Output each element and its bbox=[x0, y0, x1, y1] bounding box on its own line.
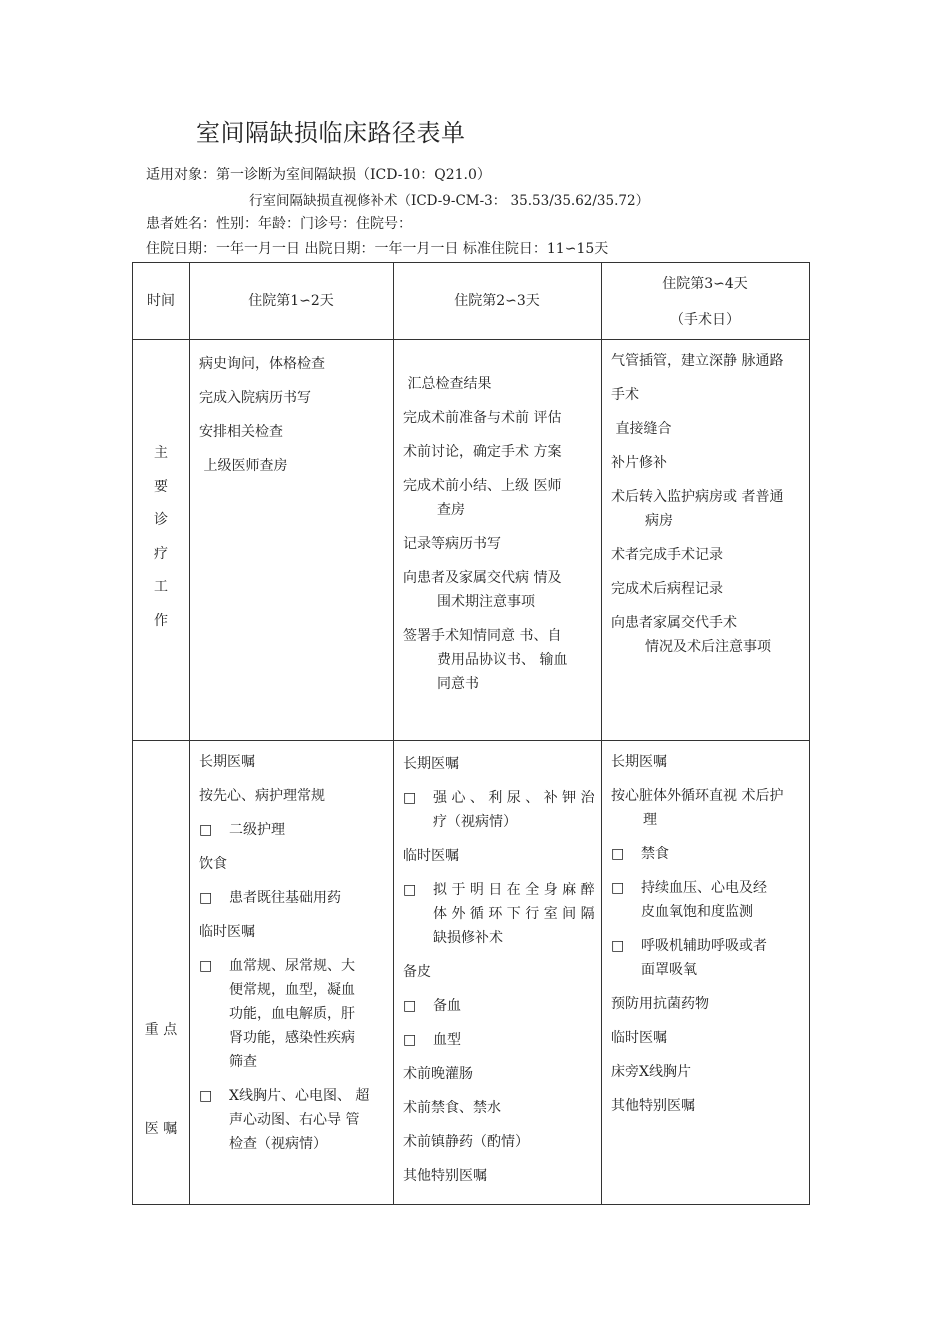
applicable-diagnosis: 适用对象：第一诊断为室间隔缺损（ICD-10：Q21.0） bbox=[146, 167, 491, 183]
checkbox-icon: □ bbox=[403, 882, 417, 898]
list-item: 向患者及家属交代病 情及 bbox=[403, 570, 562, 586]
list-item: 术后转入监护病房或 者普通 bbox=[611, 489, 784, 505]
patient-info-line: 患者姓名：性别：年龄：门诊号：住院号： bbox=[146, 216, 412, 232]
list-item: 气管插管，建立深静 脉通路 bbox=[611, 353, 784, 369]
checkbox-icon: □ bbox=[403, 998, 417, 1014]
row-label-main-work: 主 要 诊 疗 工 作 bbox=[154, 445, 168, 629]
list-item: 记录等病历书写 bbox=[403, 536, 501, 552]
list-item: □ 血型 bbox=[403, 1028, 599, 1052]
list-item: 完成术前小结、上级 医师 bbox=[403, 478, 562, 494]
list-item: 补片修补 bbox=[611, 455, 667, 471]
page-title: 室间隔缺损临床路径表单 bbox=[196, 119, 466, 147]
list-item: 病史询问，体格检查 bbox=[199, 356, 325, 372]
header-day3-subtitle: （手术日） bbox=[670, 312, 740, 328]
checkbox-icon: □ bbox=[611, 938, 625, 954]
admission-dates-line: 住院日期：一年一月一日 出院日期：一年一月一日 标准住院日：11∽15天 bbox=[146, 241, 609, 257]
list-item: 汇总检查结果 bbox=[403, 376, 492, 392]
checkbox-icon: □ bbox=[403, 1032, 417, 1048]
list-item: 预防用抗菌药物 bbox=[611, 996, 709, 1012]
list-item: 围术期注意事项 bbox=[437, 594, 535, 610]
list-item: 安排相关检查 bbox=[199, 424, 283, 440]
list-item: 饮食 bbox=[199, 856, 227, 872]
list-item: □ 患者既往基础用药 bbox=[199, 886, 389, 910]
list-item: 完成术后病程记录 bbox=[611, 581, 723, 597]
clinical-pathway-table bbox=[132, 262, 810, 1205]
list-item: □ 呼吸机辅助呼吸或者 面罩吸氧 bbox=[611, 934, 811, 982]
list-item: □ 备血 bbox=[403, 994, 599, 1018]
list-item: 术前晚灌肠 bbox=[403, 1066, 473, 1082]
list-item: 直接缝合 bbox=[611, 421, 672, 437]
header-day2: 住院第2∽3天 bbox=[454, 293, 540, 309]
list-item: 术前禁食、禁水 bbox=[403, 1100, 501, 1116]
list-item: 长期医嘱 bbox=[403, 756, 459, 772]
list-item: 其他特别医嘱 bbox=[611, 1098, 695, 1114]
table-divider bbox=[601, 263, 602, 1204]
list-item: 长期医嘱 bbox=[611, 754, 667, 770]
row-label-key-orders: 重 点 医 嘱 bbox=[144, 1022, 178, 1137]
checkbox-icon: □ bbox=[403, 790, 417, 806]
checkbox-icon: □ bbox=[199, 958, 213, 974]
list-item: 签署手术知情同意 书、自 bbox=[403, 628, 562, 644]
main-work-day2 bbox=[403, 372, 599, 696]
list-item: 按心脏体外循环直视 术后护 理 bbox=[611, 788, 784, 828]
table-divider bbox=[189, 263, 190, 1204]
list-item: 情况及术后注意事项 bbox=[645, 639, 771, 655]
list-item: 临时医嘱 bbox=[199, 924, 255, 940]
list-item: 手术 bbox=[611, 387, 639, 403]
list-item: 完成入院病历书写 bbox=[199, 390, 311, 406]
list-item: 长期医嘱 bbox=[199, 754, 255, 770]
main-work-day1 bbox=[199, 352, 389, 478]
table-divider bbox=[133, 740, 809, 741]
list-item: □ 强 心 、 利 尿 、 补 钾 治 疗（视病情） bbox=[403, 786, 599, 834]
list-item: □ 拟 于 明 日 在 全 身 麻 醉 体 外 循 环 下 行 室 间 隔 缺损修补术 bbox=[403, 878, 599, 950]
list-item: □ 血常规、尿常规、大 便常规，血型，凝血 功能，血电解质，肝 肾功能，感染性疾病 筛查 bbox=[199, 954, 389, 1074]
header-time: 时间 bbox=[147, 293, 175, 309]
checkbox-icon: □ bbox=[199, 890, 213, 906]
list-item: 备皮 bbox=[403, 964, 431, 980]
list-item: 查房 bbox=[437, 502, 465, 518]
checkbox-icon: □ bbox=[611, 846, 625, 862]
list-item: 床旁X线胸片 bbox=[611, 1064, 691, 1080]
table-divider bbox=[393, 263, 394, 1204]
list-item: 按先心、病护理常规 bbox=[199, 788, 325, 804]
list-item: □ 禁食 bbox=[611, 842, 811, 866]
list-item: 完成术前准备与术前 评估 bbox=[403, 410, 562, 426]
list-item: 同意书 bbox=[437, 676, 479, 692]
key-orders-day2 bbox=[403, 752, 599, 1188]
list-item: 向患者家属交代手术 bbox=[611, 615, 737, 631]
main-work-day3 bbox=[611, 349, 811, 659]
list-item: 上级医师查房 bbox=[199, 458, 288, 474]
list-item: 费用品协议书、 输血 bbox=[437, 652, 568, 668]
list-item: 术前讨论，确定手术 方案 bbox=[403, 444, 562, 460]
header-day1: 住院第1∽2天 bbox=[248, 293, 334, 309]
header-day3: 住院第3∽4天 bbox=[662, 276, 748, 292]
checkbox-icon: □ bbox=[611, 880, 625, 896]
list-item: 其他特别医嘱 bbox=[403, 1168, 487, 1184]
list-item: 临时医嘱 bbox=[403, 848, 459, 864]
checkbox-icon: □ bbox=[199, 822, 213, 838]
checkbox-icon: □ bbox=[199, 1088, 213, 1104]
list-item: □ X线胸片、心电图、 超 声心动图、右心导 管 检查（视病情） bbox=[199, 1084, 389, 1156]
key-orders-day3 bbox=[611, 750, 811, 1118]
key-orders-day1 bbox=[199, 750, 389, 1156]
list-item: □ 持续血压、心电及经 皮血氧饱和度监测 bbox=[611, 876, 811, 924]
list-item: 临时医嘱 bbox=[611, 1030, 667, 1046]
list-item: □ 二级护理 bbox=[199, 818, 389, 842]
list-item: 术前镇静药（酌情） bbox=[403, 1134, 529, 1150]
applicable-procedure: 行室间隔缺损直视修补术（ICD-9-CM-3： 35.53/35.62/35.72） bbox=[249, 193, 650, 209]
table-divider bbox=[133, 339, 809, 340]
list-item: 术者完成手术记录 bbox=[611, 547, 723, 563]
list-item: 病房 bbox=[645, 513, 673, 529]
